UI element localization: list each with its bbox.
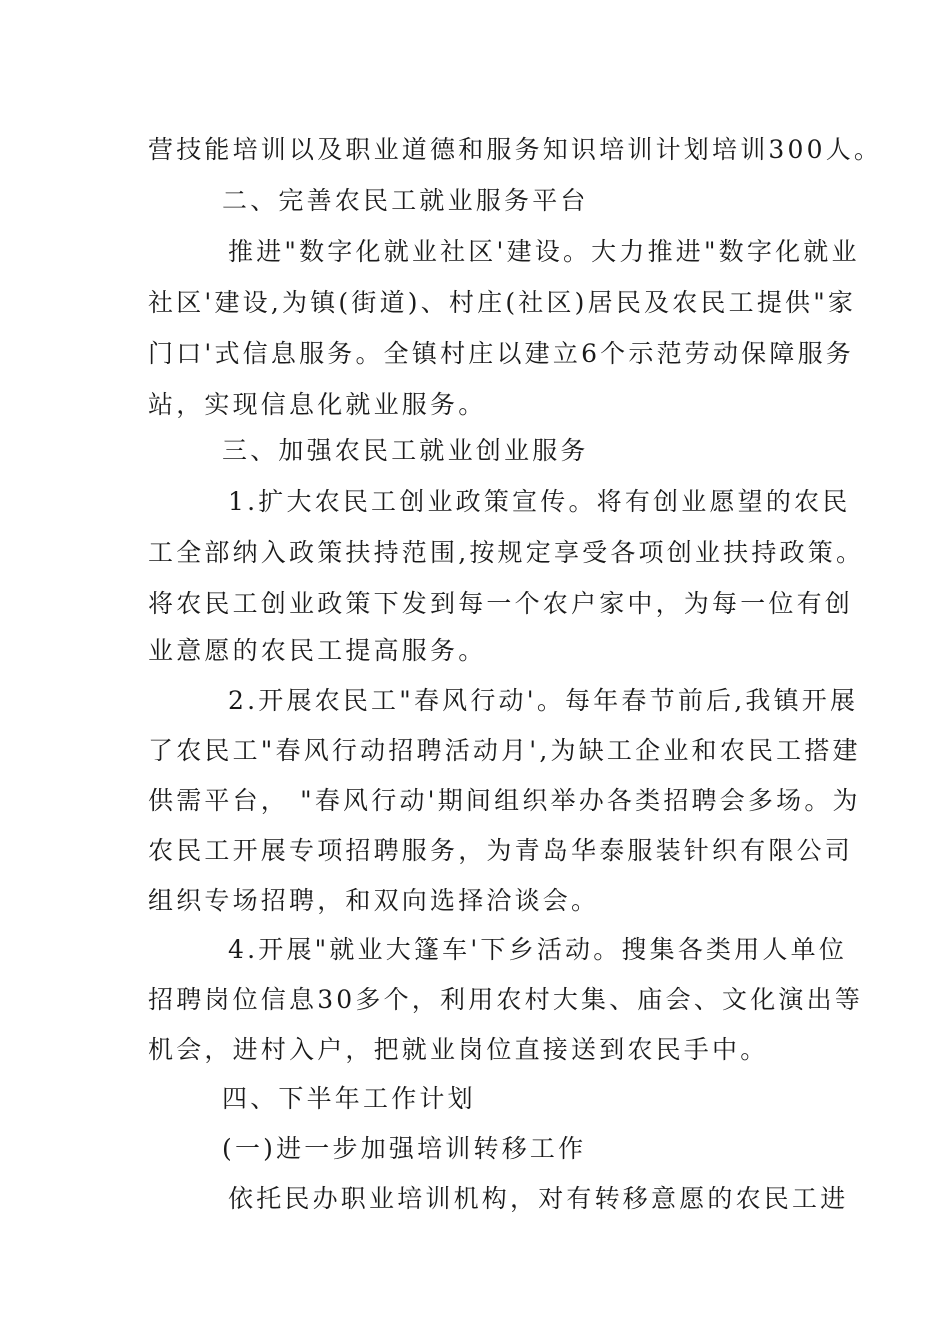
paragraph-line: 招聘岗位信息30多个，利用农村大集、庙会、文化演出等 — [148, 985, 864, 1014]
paragraph-line: 农民工开展专项招聘服务，为青岛华泰服装针织有限公司 — [148, 836, 854, 865]
section-heading: 四、下半年工作计划 — [222, 1084, 476, 1113]
paragraph-line: 社区'建设,为镇(街道)、村庄(社区)居民及农民工提供"家 — [148, 288, 857, 317]
paragraph-line: 2.开展农民工"春风行动'。每年春节前后,我镇开展 — [228, 686, 859, 715]
paragraph-line: 1.扩大农民工创业政策宣传。将有创业愿望的农民 — [228, 487, 851, 516]
paragraph-line: 供需平台， "春风行动'期间组织举办各类招聘会多场。为 — [148, 786, 861, 815]
paragraph-line: 站，实现信息化就业服务。 — [148, 390, 487, 419]
paragraph-line: 依托民办职业培训机构，对有转移意愿的农民工进 — [228, 1184, 849, 1213]
paragraph-line: 业意愿的农民工提高服务。 — [148, 636, 487, 665]
paragraph-line: 4.开展"就业大篷车'下乡活动。搜集各类用人单位 — [228, 935, 848, 964]
paragraph-line: 工全部纳入政策扶持范围,按规定享受各项创业扶持政策。 — [148, 538, 865, 567]
paragraph-line: 门口'式信息服务。全镇村庄以建立6个示范劳动保障服务 — [148, 339, 854, 368]
paragraph-line: 推进"数字化就业社区'建设。大力推进"数字化就业 — [228, 237, 860, 266]
paragraph-line: 将农民工创业政策下发到每一个农户家中，为每一位有创 — [148, 589, 854, 618]
paragraph-line: 机会，进村入户，把就业岗位直接送到农民手中。 — [148, 1035, 769, 1064]
paragraph-line: 了农民工"春风行动招聘活动月',为缺工企业和农民工搭建 — [148, 736, 861, 765]
section-heading: 二、完善农民工就业服务平台 — [222, 186, 589, 215]
section-heading: (一)进一步加强培训转移工作 — [222, 1134, 587, 1163]
paragraph-line: 营技能培训以及职业道德和服务知识培训计划培训300人。 — [148, 135, 883, 164]
section-heading: 三、加强农民工就业创业服务 — [222, 436, 589, 465]
paragraph-line: 组织专场招聘，和双向选择洽谈会。 — [148, 886, 600, 915]
